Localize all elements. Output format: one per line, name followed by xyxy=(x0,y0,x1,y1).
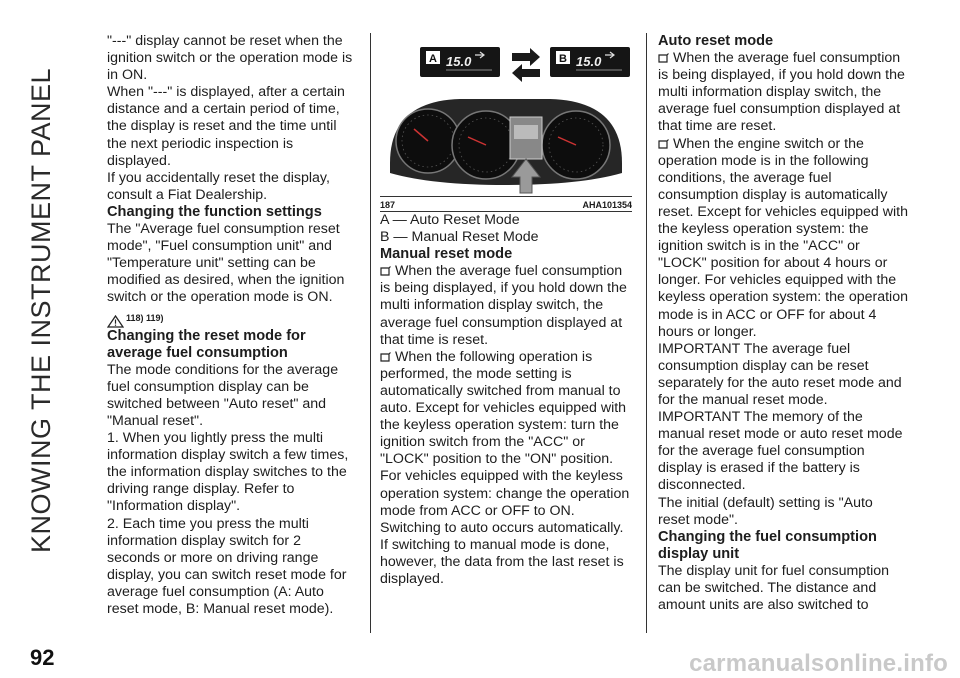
column-divider xyxy=(370,33,371,633)
paragraph: The display unit for fuel consumption can be switched. The distance and amount units are also switched to xyxy=(658,562,890,614)
instrument-cluster xyxy=(390,99,622,185)
bullet-icon xyxy=(658,53,669,63)
section-heading: Changing the fuel consumption display unit xyxy=(658,528,877,562)
warning-reference xyxy=(107,307,357,328)
column-divider xyxy=(646,33,647,633)
figure-caption xyxy=(380,198,632,211)
paragraph: IMPORTANT The average fuel consumption display can be reset separately for the auto reset mode and for the manual reset mode. xyxy=(658,340,902,408)
panel-b-value: 15.0 xyxy=(576,54,602,69)
paragraph: The "Average fuel consumption reset mode", "Fuel consumption unit" and "Temperature unit" setting can be modified as desired, when the ignition switch or the operation mode is ON. xyxy=(107,221,345,306)
paragraph: When "---" is displayed, after a certain distance and a certain period of time, the display is reset and the time until the next periodic inspection is displayed. xyxy=(107,84,345,169)
bullet-text: When the following operation is performed, the mode setting is automatically switched from manual to auto. Except for vehicles equipped with the keyless operation system: turn the ignition switch from the "ACC" or "LOCK" position to the "ON" position. xyxy=(380,348,627,468)
figure-rule xyxy=(380,196,632,197)
bullet-icon xyxy=(380,266,391,276)
text-column-3 xyxy=(658,33,908,614)
paragraph: Switching to auto occurs automatically. If switching to manual mode is done, however, the data from the last reset is displayed. xyxy=(380,519,624,587)
panel-a-value: 15.0 xyxy=(446,54,472,69)
section-heading: Changing the reset mode for average fuel consumption xyxy=(107,327,306,361)
display-panel-b xyxy=(550,47,630,77)
warning-triangle-icon xyxy=(107,315,124,328)
watermark: carmanualsonline.info xyxy=(689,650,948,677)
paragraph: The mode conditions for the average fuel consumption display can be switched between "Auto reset" and "Manual reset". xyxy=(107,361,339,429)
reference-numbers: 118) 119) xyxy=(126,313,164,324)
bullet-text: When the engine switch or the operation mode is in the following conditions, the average fuel consumption display is automatically reset. Except for vehicles equipped with the keyless operation system: the ignition switch is in the "ACC" or "LOCK" position for about 4 hours or longer. For vehicles equipped with the keyless operation system: the operation mode is in ACC or OFF for about 4 hours or longer. xyxy=(658,135,908,340)
bullet-item xyxy=(380,263,632,348)
bullet-item xyxy=(658,136,908,341)
text-column-2 xyxy=(380,212,632,588)
section-heading: Auto reset mode xyxy=(658,33,774,49)
paragraph: For vehicles equipped with the keyless operation system: change the operation mode from ACC or OFF to ON. xyxy=(380,468,630,519)
bullet-icon xyxy=(380,352,391,362)
bullet-item xyxy=(380,349,632,469)
paragraph: "---" display cannot be reset when the ignition switch or the operation mode is in ON. xyxy=(107,33,353,84)
step-1: 1. When you lightly press the multi information display switch a few times, the information display switches to the driving range display. Refer to "Information display". xyxy=(107,430,349,515)
bullet-icon xyxy=(658,139,669,149)
section-heading: Changing the function settings xyxy=(107,203,322,220)
step-2: 2. Each time you press the multi information display switch for 2 seconds or more on driving range display, you can switch reset mode for average fuel consumption (A: Auto reset mode, B: Manual reset mode). xyxy=(107,515,347,617)
bullet-text: When the average fuel consumption is being displayed, if you hold down the multi information display switch, the average fuel consumption displayed at that time is reset. xyxy=(380,263,627,348)
caption-a: A — Auto Reset Mode xyxy=(380,212,520,228)
text-column-1 xyxy=(107,33,357,618)
figure-number: 187 xyxy=(380,199,396,210)
bullet-text: When the average fuel consumption is being displayed, if you hold down the multi information display switch, the average fuel consumption displayed at that time are reset. xyxy=(658,50,905,135)
instrument-cluster-figure xyxy=(380,33,632,211)
caption-b: B — Manual Reset Mode xyxy=(380,229,539,246)
figure-code: AHA101354 xyxy=(582,199,632,210)
section-heading: Manual reset mode xyxy=(380,246,513,263)
display-panel-a xyxy=(420,47,500,77)
paragraph: IMPORTANT The memory of the manual reset mode or auto reset mode for the average fuel consumption display is erased if the battery is disconnected. xyxy=(658,409,903,494)
paragraph: If you accidentally reset the display, consult a Fiat Dealership. xyxy=(107,169,330,203)
chapter-title: KNOWING THE INSTRUMENT PANEL xyxy=(26,67,57,553)
bullet-item xyxy=(658,50,908,135)
page-number: 92 xyxy=(30,645,55,670)
panel-a-label: A xyxy=(429,53,437,65)
paragraph: The initial (default) setting is "Auto reset mode". xyxy=(658,494,873,528)
instrument-cluster-illustration xyxy=(380,33,632,195)
panel-b-label: B xyxy=(559,53,567,65)
